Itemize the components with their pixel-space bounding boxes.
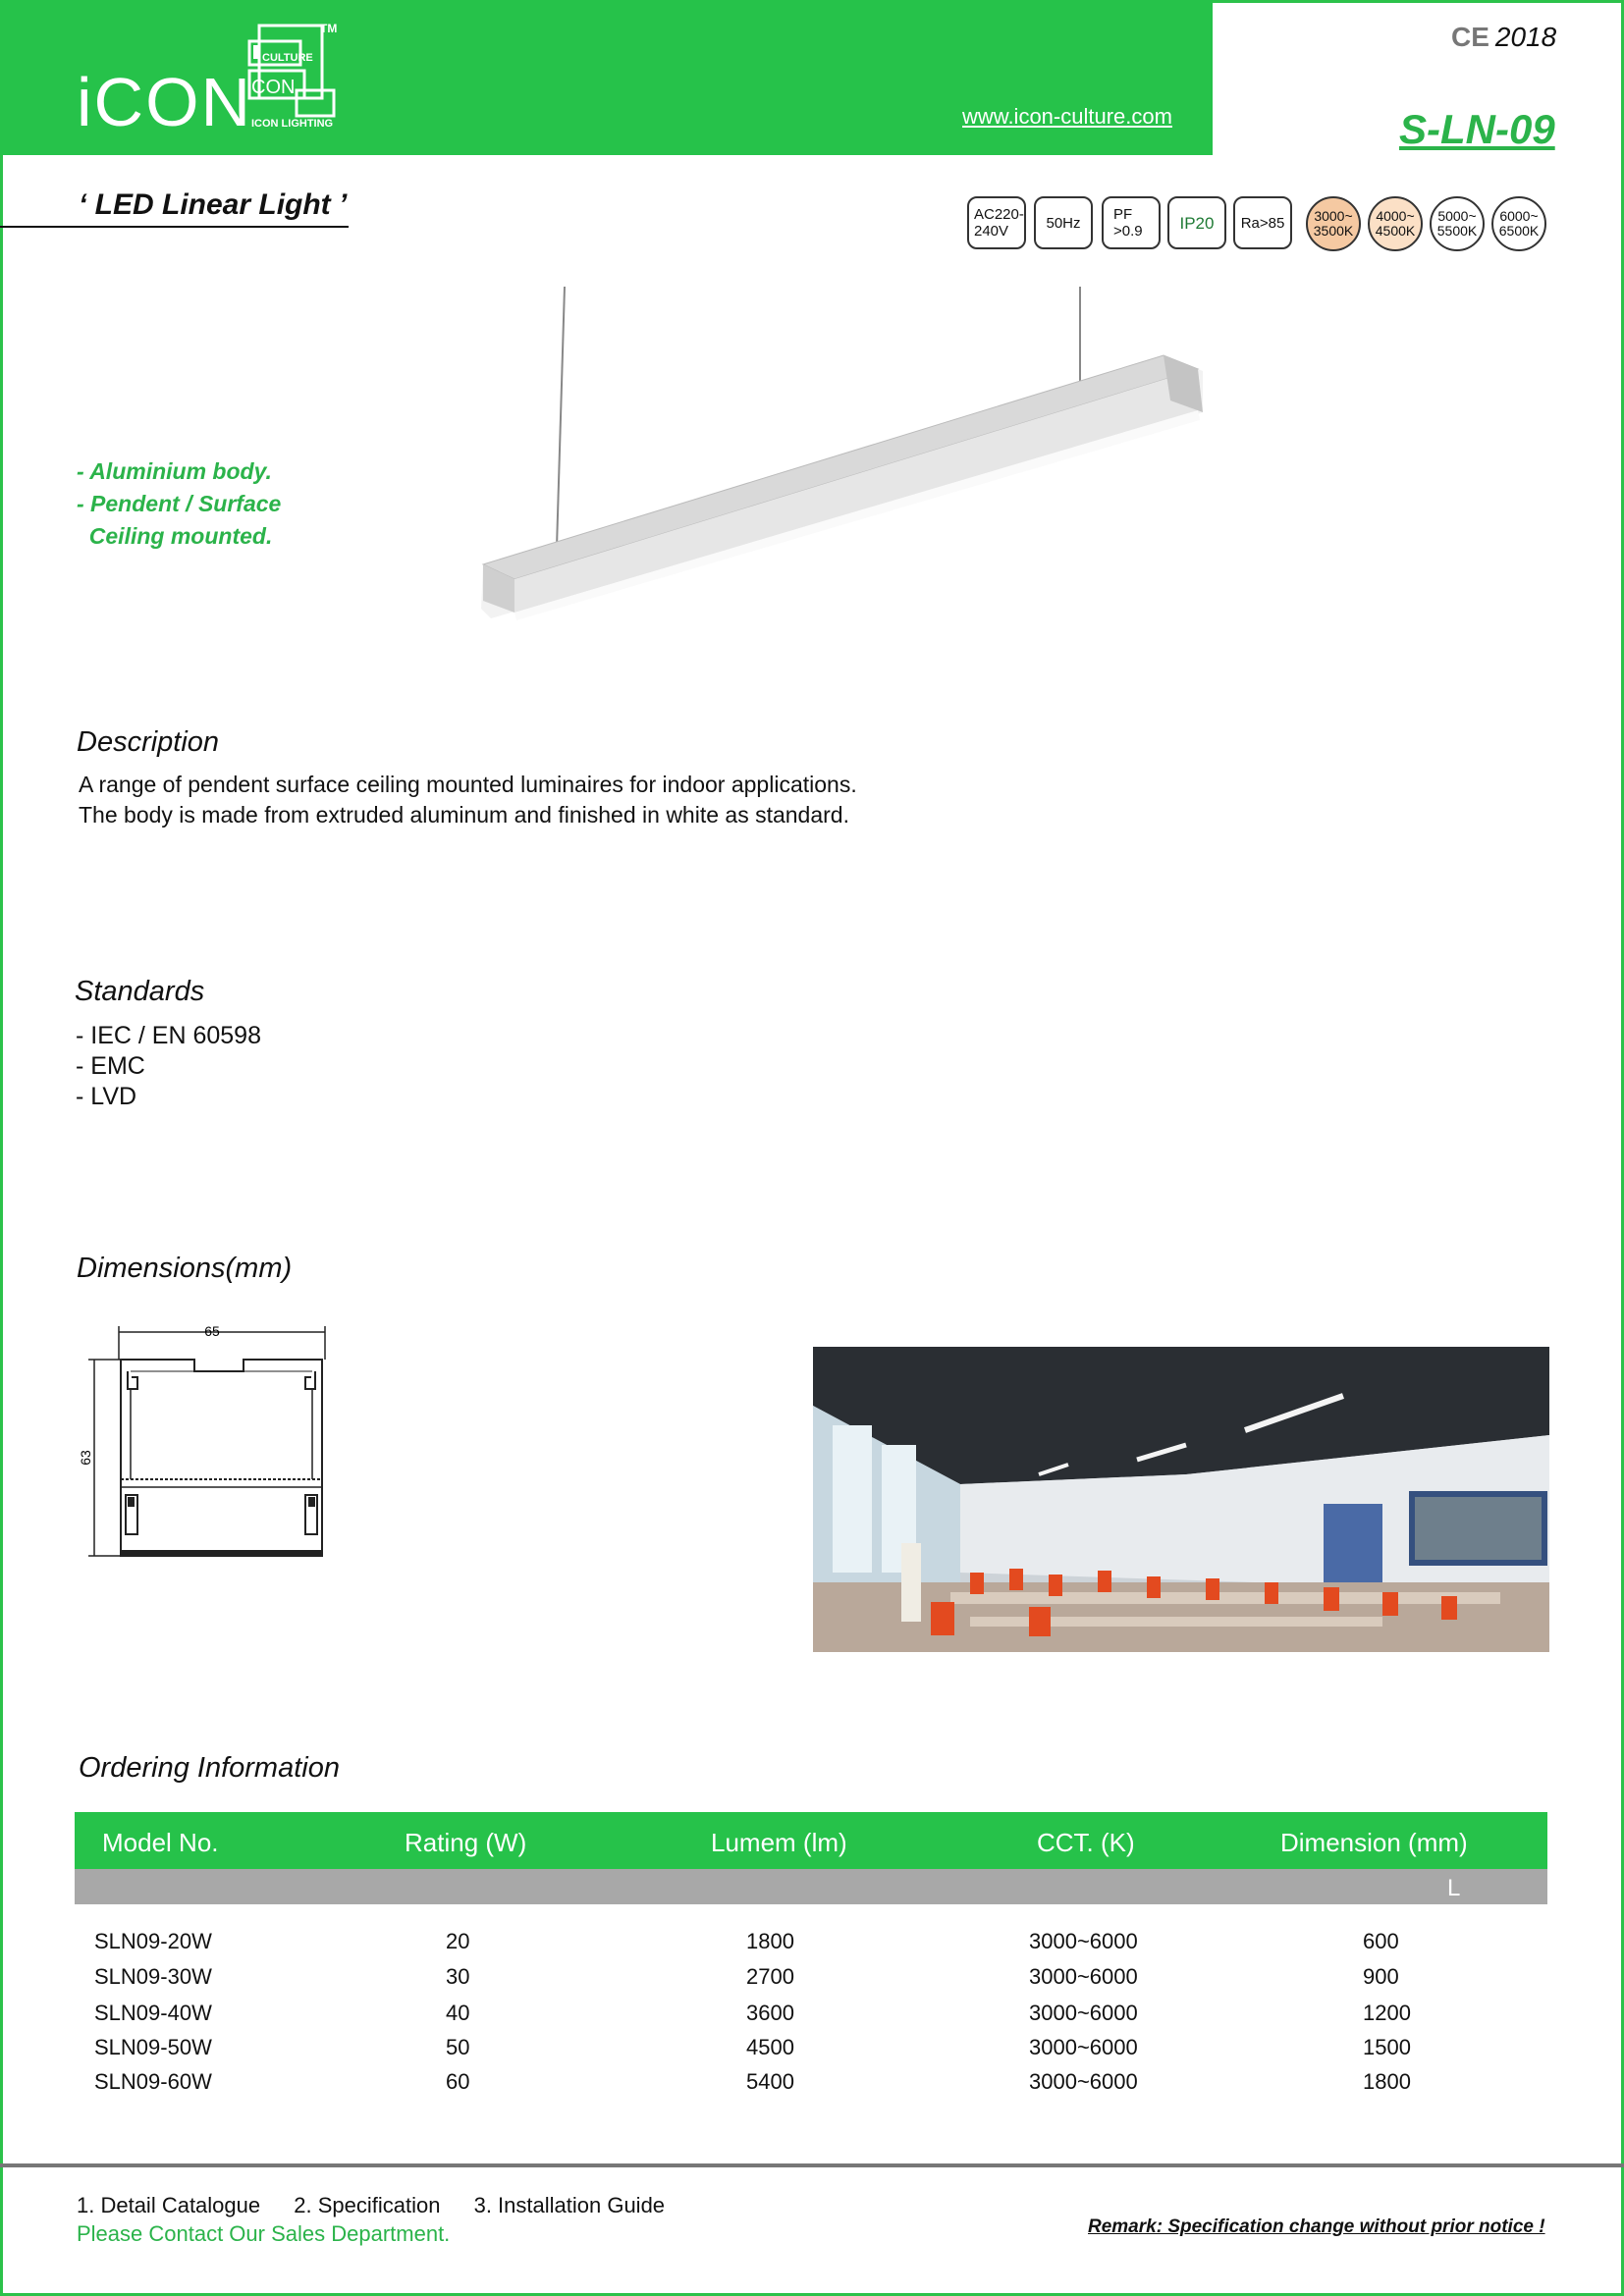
product-title: ‘ LED Linear Light ’ bbox=[0, 188, 349, 228]
cell-dimension: 600 bbox=[1363, 1929, 1399, 1953]
website-link[interactable]: www.icon-culture.com bbox=[962, 104, 1172, 129]
cct-3000-line1: 3000~ bbox=[1314, 208, 1353, 224]
standard-item: - IEC / EN 60598 bbox=[76, 1022, 261, 1049]
standards-heading: Standards bbox=[75, 976, 205, 1007]
cell-dimension: 1500 bbox=[1363, 2035, 1411, 2059]
badge-power-factor bbox=[1102, 196, 1161, 249]
feature-list bbox=[77, 455, 281, 553]
header-banner bbox=[0, 0, 1213, 155]
logo-subtitle: ICON LIGHTING bbox=[251, 118, 334, 130]
footer-links bbox=[77, 2193, 692, 2218]
dimension-sub-label: L bbox=[1447, 1875, 1461, 1901]
table-row bbox=[0, 2035, 1624, 2070]
cct-badge-6000 bbox=[1491, 196, 1546, 251]
description-line: The body is made from extruded aluminum and finished in white as standard. bbox=[79, 802, 849, 828]
cell-lumen: 1800 bbox=[746, 1929, 794, 1953]
logo-icon bbox=[245, 22, 339, 130]
certification bbox=[1451, 22, 1556, 53]
cell-rating: 30 bbox=[446, 1964, 470, 1989]
cell-lumen: 3600 bbox=[746, 2001, 794, 2025]
column-header: Model No. bbox=[102, 1828, 219, 1857]
cell-cct: 3000~6000 bbox=[1029, 2035, 1138, 2059]
column-header: Lumem (lm) bbox=[711, 1828, 847, 1857]
model-code: S-LN-09 bbox=[1399, 106, 1555, 152]
standard-item: - EMC bbox=[76, 1052, 145, 1080]
feature-item: - Pendent / Surface bbox=[77, 491, 282, 516]
trademark: TM bbox=[320, 22, 338, 35]
cct-badge-4000 bbox=[1368, 196, 1423, 251]
year: 2018 bbox=[1494, 22, 1557, 52]
table-row bbox=[0, 1929, 1624, 1964]
cct-4000-line1: 4000~ bbox=[1376, 208, 1415, 224]
feature-item: - Aluminium body. bbox=[77, 458, 272, 484]
cct-6000-line1: 6000~ bbox=[1499, 208, 1539, 224]
remark-note: Remark: Specification change without prior notice ! bbox=[1088, 2216, 1545, 2237]
width-dimension-label: 65 bbox=[204, 1323, 220, 1339]
dimensions-heading: Dimensions(mm) bbox=[77, 1253, 293, 1284]
cell-rating: 20 bbox=[446, 1929, 470, 1953]
badge-ip-label: IP20 bbox=[1179, 213, 1215, 233]
cell-model: SLN09-60W bbox=[94, 2069, 212, 2094]
badge-pf-line2: >0.9 bbox=[1113, 223, 1143, 240]
cct-5000-line1: 5000~ bbox=[1437, 208, 1477, 224]
cct-3000-line2: 3500K bbox=[1313, 223, 1354, 239]
cell-cct: 3000~6000 bbox=[1029, 2001, 1138, 2025]
badge-cri bbox=[1233, 196, 1292, 249]
installation-photo bbox=[813, 1347, 1549, 1652]
cell-rating: 60 bbox=[446, 2069, 470, 2094]
cell-lumen: 4500 bbox=[746, 2035, 794, 2059]
description-line: A range of pendent surface ceiling mounted luminaires for indoor applications. bbox=[79, 772, 857, 797]
badge-cri-label: Ra>85 bbox=[1240, 214, 1285, 232]
badge-ip-rating bbox=[1167, 196, 1226, 249]
cct-badge-5000 bbox=[1430, 196, 1485, 251]
cell-dimension: 900 bbox=[1363, 1964, 1399, 1989]
cell-model: SLN09-20W bbox=[94, 1929, 212, 1953]
cell-model: SLN09-30W bbox=[94, 1964, 212, 1989]
cct-badge-3000 bbox=[1306, 196, 1361, 251]
footer-divider bbox=[0, 2163, 1624, 2167]
cct-6000-line2: 6500K bbox=[1498, 223, 1540, 239]
ce-mark-icon: CE bbox=[1451, 22, 1489, 52]
description-heading: Description bbox=[77, 726, 220, 758]
cell-model: SLN09-40W bbox=[94, 2001, 212, 2025]
badge-voltage-line2: 240V bbox=[974, 223, 1009, 240]
column-header: Dimension (mm) bbox=[1280, 1828, 1468, 1857]
cell-cct: 3000~6000 bbox=[1029, 1964, 1138, 1989]
table-subheader bbox=[75, 1869, 1547, 1904]
cross-section-drawing bbox=[77, 1320, 342, 1566]
badge-pf-line1: PF bbox=[1113, 206, 1133, 223]
badge-voltage-line1: AC220- bbox=[974, 206, 1024, 223]
table-header bbox=[75, 1812, 1547, 1869]
cell-dimension: 1800 bbox=[1363, 2069, 1411, 2094]
contact-note: Please Contact Our Sales Department. bbox=[77, 2221, 451, 2246]
standard-item: - LVD bbox=[76, 1083, 137, 1110]
column-header: CCT. (K) bbox=[1037, 1828, 1135, 1857]
feature-item: Ceiling mounted. bbox=[77, 523, 273, 549]
logo-mark-top-text: CULTURE bbox=[262, 52, 313, 64]
logo-text: iCON bbox=[77, 64, 253, 140]
ordering-heading: Ordering Information bbox=[79, 1752, 340, 1784]
badge-voltage bbox=[967, 196, 1026, 249]
footer-link-installation[interactable]: 3. Installation Guide bbox=[473, 2193, 666, 2217]
cct-4000-line2: 4500K bbox=[1375, 223, 1416, 239]
cell-cct: 3000~6000 bbox=[1029, 2069, 1138, 2094]
badge-frequency bbox=[1034, 196, 1093, 249]
height-dimension-label: 63 bbox=[78, 1450, 93, 1466]
table-row bbox=[0, 2001, 1624, 2036]
cell-model: SLN09-50W bbox=[94, 2035, 212, 2059]
cell-dimension: 1200 bbox=[1363, 2001, 1411, 2025]
footer-link-catalogue[interactable]: 1. Detail Catalogue bbox=[77, 2193, 261, 2217]
description-text bbox=[79, 770, 857, 830]
cell-rating: 50 bbox=[446, 2035, 470, 2059]
cell-lumen: 5400 bbox=[746, 2069, 794, 2094]
column-header: Rating (W) bbox=[405, 1828, 527, 1857]
standards-list bbox=[76, 1021, 261, 1112]
logo-mark-bottom-text: CON bbox=[251, 77, 296, 98]
cell-lumen: 2700 bbox=[746, 1964, 794, 1989]
product-image bbox=[471, 285, 1218, 638]
cell-rating: 40 bbox=[446, 2001, 470, 2025]
badge-frequency-label: 50Hz bbox=[1046, 214, 1081, 232]
table-row bbox=[0, 2069, 1624, 2105]
table-row bbox=[0, 1964, 1624, 2000]
footer-link-specification[interactable]: 2. Specification bbox=[294, 2193, 441, 2217]
cct-5000-line2: 5500K bbox=[1436, 223, 1478, 239]
cell-cct: 3000~6000 bbox=[1029, 1929, 1138, 1953]
